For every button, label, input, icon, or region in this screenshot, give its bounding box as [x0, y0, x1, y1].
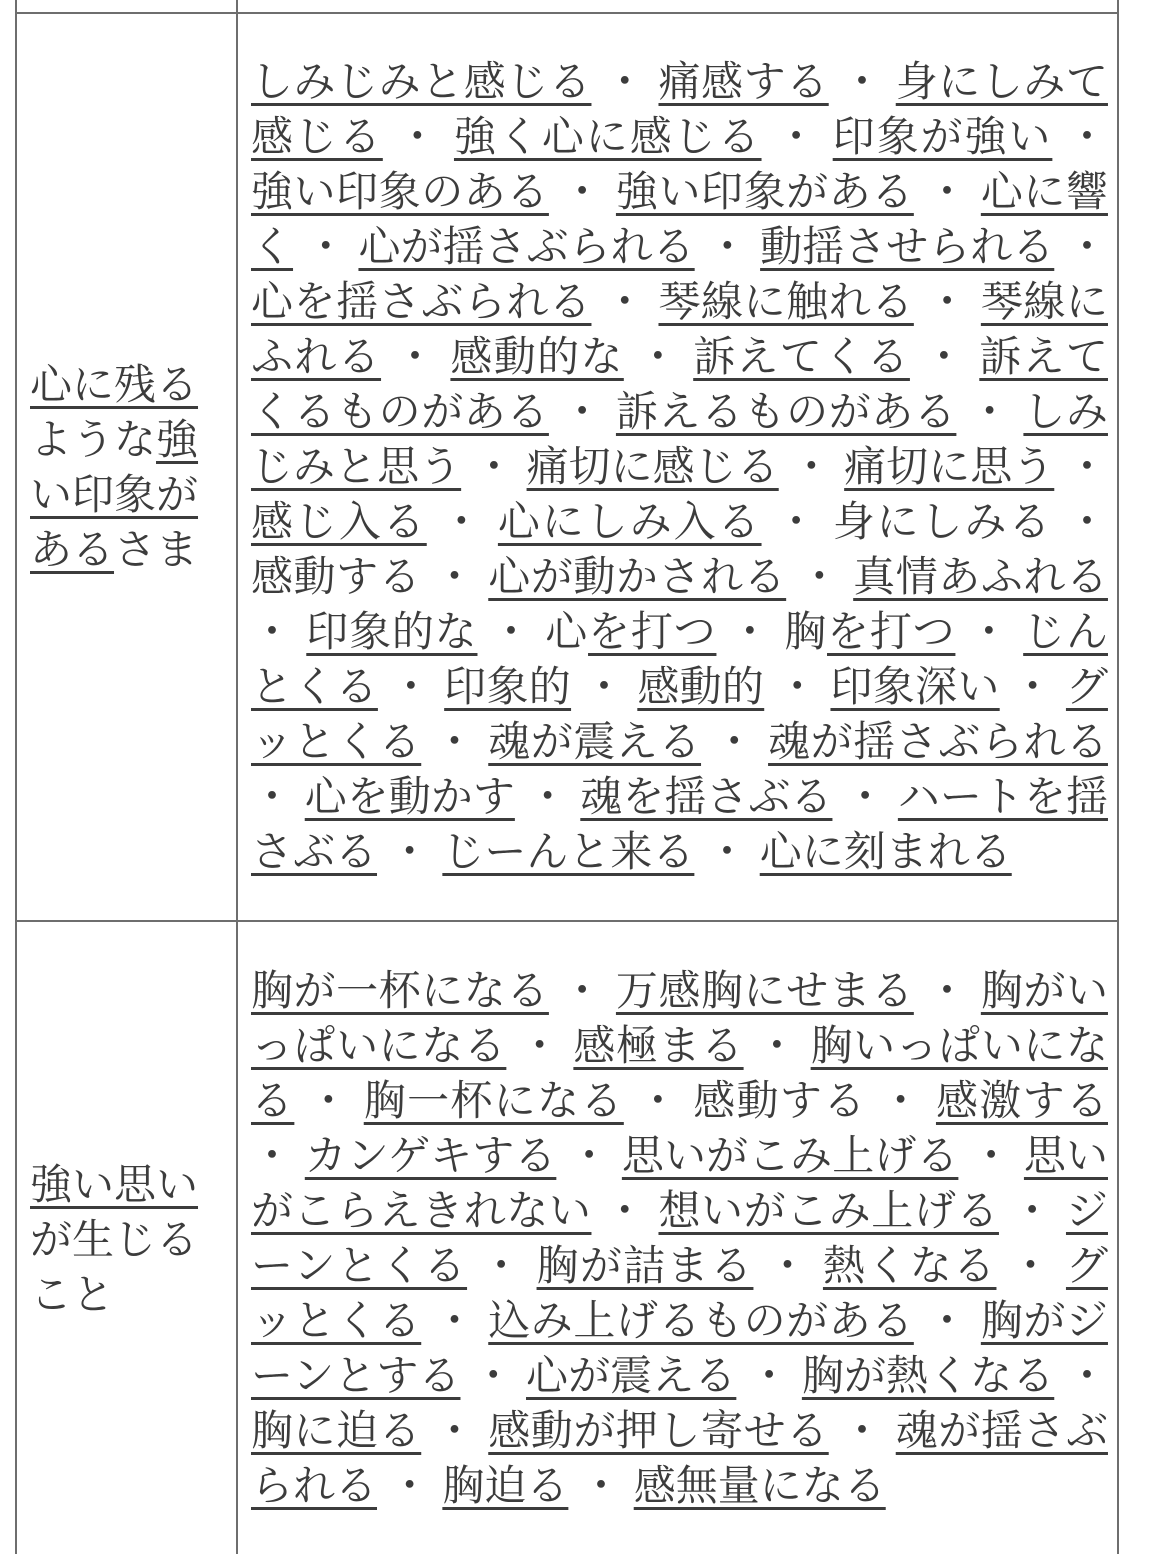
- term-separator: ・: [1054, 442, 1108, 490]
- term-link[interactable]: 心を動かす: [304, 772, 515, 820]
- term-link[interactable]: 感じ入る: [251, 497, 427, 545]
- term-separator: ・: [568, 1462, 634, 1509]
- term-separator: ・: [955, 607, 1024, 655]
- terms-cell-clipped: [237, 0, 1118, 13]
- term-separator: ・: [377, 1462, 443, 1509]
- term-text: さま: [114, 526, 199, 573]
- term-separator: ・: [832, 772, 898, 820]
- term-link[interactable]: 訴えるものがある: [615, 387, 957, 435]
- term-link[interactable]: 痛切に感じる: [526, 442, 779, 490]
- term-separator: ・: [426, 497, 498, 545]
- term-link[interactable]: 込み上げるものがある: [488, 1297, 914, 1344]
- term-link[interactable]: 印象的: [444, 662, 572, 710]
- term-separator: ・: [294, 1077, 364, 1124]
- term-separator: ・: [736, 1352, 802, 1399]
- term-separator: ・: [761, 112, 833, 160]
- table-row-clipped: [16, 0, 1118, 13]
- term-separator: ・: [743, 1022, 811, 1069]
- term-separator: ・: [382, 112, 454, 160]
- term-link[interactable]: 魂を揺さぶる: [580, 772, 833, 820]
- term-link[interactable]: 胸がジーンとする: [251, 1297, 1108, 1399]
- term-link[interactable]: 魂が揺さぶられる: [768, 717, 1108, 765]
- term-link[interactable]: 胸がいっぱいになる: [251, 967, 1108, 1069]
- term-separator: ・: [571, 662, 638, 710]
- term-separator: ・: [694, 827, 760, 875]
- term-link[interactable]: 心が震える: [526, 1352, 737, 1399]
- term-link[interactable]: 胸いっぱいになる: [251, 1022, 1108, 1124]
- terms-cell: [237, 921, 1118, 1554]
- term-link[interactable]: 強い印象がある: [30, 416, 199, 573]
- term-link[interactable]: 心に響く: [251, 167, 1108, 270]
- terms-cell: [237, 13, 1118, 921]
- term-separator: ・: [958, 1132, 1024, 1179]
- term-separator: ・: [251, 607, 307, 655]
- term-link[interactable]: しみじみと思う: [251, 387, 1108, 490]
- term-link[interactable]: 胸に迫る: [251, 1407, 422, 1454]
- term-separator: ・: [761, 497, 833, 545]
- term-separator: ・: [764, 662, 831, 710]
- term-link[interactable]: 思いがこみ上げる: [621, 1132, 959, 1179]
- term-link[interactable]: 思いがこらえきれない: [251, 1132, 1108, 1234]
- term-link[interactable]: 万感胸にせまる: [615, 967, 914, 1014]
- term-link[interactable]: 強く心に感じる: [453, 112, 762, 160]
- term-link[interactable]: 真情あふれる: [853, 552, 1108, 600]
- term-separator: ・: [623, 1077, 694, 1124]
- term-separator: ・: [913, 967, 981, 1014]
- term-link[interactable]: 感動的: [637, 662, 765, 710]
- term-separator: ・: [1054, 1352, 1108, 1399]
- term-link[interactable]: 心にしみ入る: [497, 497, 762, 545]
- term-text: 胸: [784, 607, 828, 655]
- term-link[interactable]: 感無量になる: [633, 1462, 886, 1509]
- term-separator: ・: [381, 332, 451, 380]
- term-separator: ・: [623, 332, 694, 380]
- term-text: が生じること: [30, 1215, 199, 1318]
- term-separator: ・: [548, 167, 616, 215]
- term-link[interactable]: 想いがこみ上げる: [658, 1187, 999, 1234]
- term-separator: ・: [460, 1352, 527, 1399]
- term-link[interactable]: 訴えてくる: [693, 332, 910, 380]
- term-link[interactable]: 胸が詰まる: [536, 1242, 754, 1289]
- term-link[interactable]: 胸一杯になる: [363, 1077, 624, 1124]
- term-separator: ・: [828, 57, 896, 105]
- term-separator: ・: [866, 1077, 936, 1124]
- term-link[interactable]: 心が動かされる: [488, 552, 787, 600]
- term-separator: ・: [477, 607, 546, 655]
- term-link[interactable]: 強い印象のある: [251, 167, 549, 215]
- term-separator: ・: [909, 332, 980, 380]
- term-link[interactable]: 感動的な: [450, 332, 624, 380]
- term-separator: ・: [786, 552, 854, 600]
- term-separator: ・: [828, 1407, 896, 1454]
- term-link[interactable]: 印象深い: [830, 662, 1000, 710]
- term-separator: ・: [716, 607, 785, 655]
- term-link[interactable]: 訴えてくるものがある: [251, 332, 1108, 435]
- term-link[interactable]: 心に刻まれる: [759, 827, 1012, 875]
- term-text: 身にしみる: [832, 497, 1053, 545]
- term-separator: ・: [999, 662, 1066, 710]
- category-cell: [16, 921, 237, 1554]
- term-separator: ・: [913, 277, 981, 325]
- term-separator: ・: [591, 1187, 659, 1234]
- term-separator: ・: [251, 772, 305, 820]
- term-link[interactable]: 熱くなる: [822, 1242, 997, 1289]
- term-separator: ・: [591, 57, 659, 105]
- term-link[interactable]: 強い思い: [30, 1160, 199, 1208]
- term-link[interactable]: 魂が震える: [488, 717, 702, 765]
- term-separator: ・: [251, 1132, 305, 1179]
- term-link[interactable]: 強い印象がある: [615, 167, 914, 215]
- term-separator: ・: [1052, 112, 1108, 160]
- term-link[interactable]: 感激する: [935, 1077, 1108, 1124]
- category-cell-clipped: [16, 0, 237, 13]
- category-cell: [16, 13, 237, 921]
- term-text: 感動する: [693, 1077, 867, 1124]
- term-separator: ・: [548, 387, 616, 435]
- term-separator: ・: [421, 1297, 489, 1344]
- term-link[interactable]: ハートを揺さぶる: [251, 772, 1108, 875]
- term-separator: ・: [1052, 497, 1108, 545]
- term-separator: ・: [956, 387, 1024, 435]
- term-separator: ・: [998, 1187, 1066, 1234]
- term-link[interactable]: 胸が一杯になる: [251, 967, 549, 1014]
- term-link[interactable]: 感極まる: [573, 1022, 744, 1069]
- term-separator: ・: [506, 1022, 574, 1069]
- term-link[interactable]: ジーンとくる: [251, 1187, 1108, 1289]
- term-separator: ・: [694, 222, 761, 270]
- term-separator: ・: [996, 1242, 1066, 1289]
- term-separator: ・: [913, 1297, 981, 1344]
- term-link[interactable]: 痛感する: [658, 57, 829, 105]
- term-link[interactable]: 印象が強い: [832, 112, 1053, 160]
- term-link[interactable]: 身にしみて感じる: [251, 57, 1108, 160]
- term-separator: ・: [514, 772, 581, 820]
- term-separator: ・: [591, 277, 659, 325]
- term-separator: ・: [1054, 222, 1108, 270]
- term-link[interactable]: 心が揺さぶられる: [358, 222, 695, 270]
- term-link[interactable]: 心を揺さぶられる: [251, 277, 592, 325]
- term-link[interactable]: を打つ: [588, 607, 717, 655]
- term-separator: ・: [421, 1407, 489, 1454]
- term-link[interactable]: グッとくる: [251, 1242, 1108, 1344]
- term-separator: ・: [913, 167, 981, 215]
- term-link[interactable]: 心に残る: [30, 361, 199, 408]
- term-separator: ・: [778, 442, 845, 490]
- term-link[interactable]: 動揺させられる: [760, 222, 1055, 270]
- term-separator: ・: [377, 827, 443, 875]
- term-separator: ・: [293, 222, 359, 270]
- term-separator: ・: [461, 442, 527, 490]
- term-link[interactable]: 魂が揺さぶられる: [251, 1407, 1108, 1509]
- term-separator: ・: [467, 1242, 537, 1289]
- table-row: [16, 921, 1118, 1554]
- term-separator: ・: [701, 717, 769, 765]
- term-separator: ・: [556, 1132, 622, 1179]
- term-separator: ・: [421, 552, 489, 600]
- term-text: 心: [545, 607, 589, 655]
- term-separator: ・: [548, 967, 616, 1014]
- term-separator: ・: [421, 717, 489, 765]
- term-separator: ・: [753, 1242, 823, 1289]
- term-link[interactable]: 琴線に触れる: [658, 277, 914, 325]
- term-link[interactable]: 印象的な: [306, 607, 478, 655]
- term-separator: ・: [377, 662, 445, 710]
- term-link[interactable]: グッとくる: [251, 662, 1108, 765]
- term-link[interactable]: 痛切に思う: [844, 442, 1055, 490]
- term-link[interactable]: 胸迫る: [442, 1462, 569, 1509]
- table-row: [16, 13, 1118, 921]
- term-link[interactable]: しみじみと感じる: [251, 57, 592, 105]
- term-link[interactable]: カンゲキする: [304, 1132, 557, 1179]
- synonym-table: [15, 0, 1119, 1554]
- term-link[interactable]: 感動が押し寄せる: [488, 1407, 829, 1454]
- term-text: ような: [30, 416, 157, 463]
- term-link[interactable]: じーんと来る: [442, 827, 695, 875]
- term-link[interactable]: じんとくる: [251, 607, 1108, 710]
- term-link[interactable]: を打つ: [827, 607, 956, 655]
- term-text: 感動する: [251, 552, 422, 600]
- term-link[interactable]: 琴線にふれる: [251, 277, 1108, 380]
- term-link[interactable]: 胸が熱くなる: [801, 1352, 1055, 1399]
